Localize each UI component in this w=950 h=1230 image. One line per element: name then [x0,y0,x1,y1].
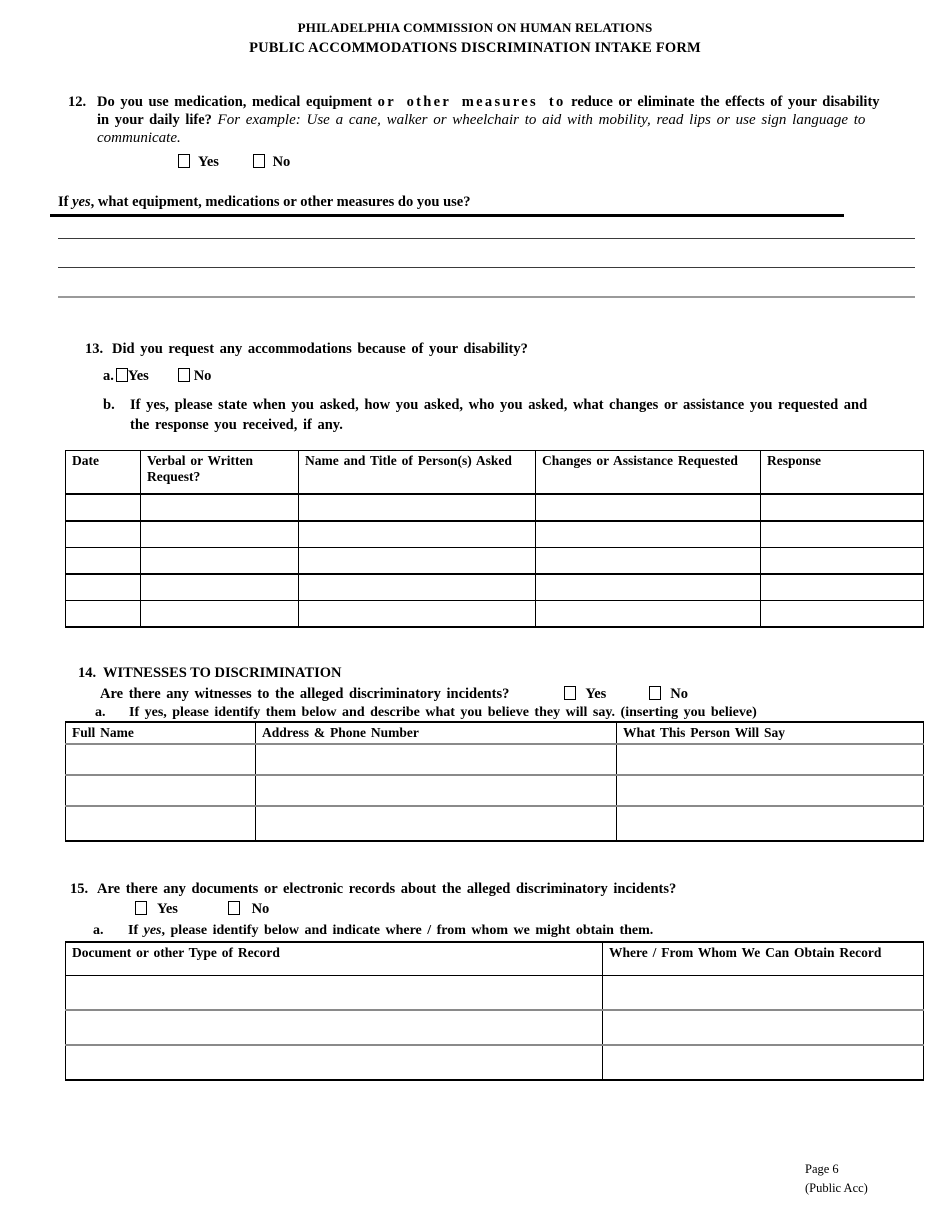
witnesses-table [65,721,924,842]
if-yes-suffix: , what equipment, medications or other measures do you use? [90,194,471,210]
q14-no-checkbox[interactable] [649,686,661,700]
col-header-verbal-written: Verbal or Written Request? [141,451,299,495]
question-14 [78,664,950,682]
empty-cell[interactable] [299,494,536,521]
q15a-prefix: If [128,923,144,938]
if-yes-italic-word: yes [72,194,91,210]
empty-cell[interactable] [141,574,299,601]
accommodation-requests-table [65,450,924,628]
empty-cell[interactable] [617,775,924,806]
col-header-where-obtain: Where / From Whom We Can Obtain Record [603,942,924,976]
table-row [66,744,924,775]
question-12-text-spaced: or other measures to [377,94,566,110]
empty-cell[interactable] [617,806,924,841]
empty-cell[interactable] [761,574,924,601]
empty-cell[interactable] [256,744,617,775]
table-row [66,521,924,548]
empty-cell[interactable] [603,1045,924,1080]
empty-cell[interactable] [536,601,761,628]
table-row [66,494,924,521]
empty-cell[interactable] [761,548,924,575]
question-14-number: 14. [78,665,97,681]
col-header-person-will-say: What This Person Will Say [617,722,924,744]
q12-no-label: No [272,154,291,170]
answer-line-2[interactable] [58,239,915,268]
question-15a [93,923,950,939]
empty-cell[interactable] [536,494,761,521]
col-header-changes-requested: Changes or Assistance Requested [536,451,761,495]
q12-no-checkbox[interactable] [253,154,265,168]
page-footer [805,1160,868,1199]
q13a-label: a. [103,368,114,384]
empty-cell[interactable] [299,574,536,601]
question-13b [103,395,950,435]
question-12-text-part1: Do you use medication, medical equipment [97,94,378,110]
empty-cell[interactable] [536,548,761,575]
answer-lines [58,217,915,298]
empty-cell[interactable] [299,521,536,548]
commission-title: PHILADELPHIA COMMISSION ON HUMAN RELATIONS [297,20,653,35]
question-13a-options [103,368,950,385]
q15a-text [128,923,653,939]
document-header [0,20,950,57]
empty-cell[interactable] [603,1010,924,1045]
q15-yes-label: Yes [157,901,178,917]
q14a-text: If yes, please identify them below and describe what you believe they will say. (inserting you believe) [129,705,757,720]
question-14-text: Are there any witnesses to the alleged discriminatory incidents? [100,686,510,702]
q15-yes-checkbox[interactable] [135,901,147,915]
empty-cell[interactable] [299,548,536,575]
empty-cell[interactable] [66,1045,603,1080]
q15-no-label: No [251,901,270,917]
empty-cell[interactable] [256,775,617,806]
empty-cell[interactable] [299,601,536,628]
question-14a [95,705,950,721]
table-row [66,574,924,601]
question-12-options [178,154,950,171]
question-12-text-part2: reduce or eliminate the effects of your disability in your daily life? [97,94,880,128]
question-15-options [135,901,950,918]
empty-cell[interactable] [761,494,924,521]
question-12-text [97,93,880,147]
table-row [66,976,924,1011]
table-row [66,548,924,575]
empty-cell[interactable] [66,1010,603,1045]
col-header-response: Response [761,451,924,495]
q13a-no-checkbox[interactable] [178,368,190,382]
empty-cell[interactable] [66,548,141,575]
question-12-number: 12. [68,94,87,110]
empty-cell[interactable] [536,521,761,548]
empty-cell[interactable] [66,601,141,628]
q12-yes-label: Yes [198,154,219,170]
if-yes-prefix: If [58,194,73,210]
empty-cell[interactable] [141,601,299,628]
empty-cell[interactable] [141,494,299,521]
question-13-number: 13. [85,341,104,357]
q15a-italic-word: yes [143,923,162,938]
form-code: (Public Acc) [805,1181,868,1196]
q14-yes-checkbox[interactable] [564,686,576,700]
empty-cell[interactable] [617,744,924,775]
q15a-suffix: , please identify below and indicate where / from whom we might obtain them. [161,923,654,938]
answer-line-1[interactable] [58,217,915,239]
q14-options [564,686,688,702]
empty-cell[interactable] [66,744,256,775]
question-15 [70,880,950,898]
empty-cell[interactable] [66,976,603,1011]
col-header-document-type: Document or other Type of Record [66,942,603,976]
table-header-row [66,722,924,744]
question-13 [85,340,890,358]
form-title: PUBLIC ACCOMMODATIONS DISCRIMINATION INTAKE FORM [249,40,701,56]
empty-cell[interactable] [66,806,256,841]
empty-cell[interactable] [256,806,617,841]
q13b-label: b. [103,397,115,413]
q13b-text: If yes, please state when you asked, how you asked, who you asked, what changes or assistance you requested and the response you received, if any. [130,397,868,433]
question-12-example: For example: Use a cane, walker or wheelchair to aid with mobility, read lips or use sign language to communicate. [97,112,866,146]
if-yes-prompt [50,194,844,217]
table-row [66,1010,924,1045]
documents-table [65,941,924,1081]
answer-line-3[interactable] [58,268,915,298]
question-12 [68,93,880,147]
q12-yes-checkbox[interactable] [178,154,190,168]
table-row [66,775,924,806]
col-header-full-name: Full Name [66,722,256,744]
empty-cell[interactable] [141,548,299,575]
empty-cell[interactable] [761,521,924,548]
q13a-yes-checkbox[interactable] [116,368,128,382]
empty-cell[interactable] [66,521,141,548]
q15a-label: a. [93,923,104,938]
table-row [66,1045,924,1080]
empty-cell[interactable] [761,601,924,628]
empty-cell[interactable] [66,494,141,521]
question-14-title: WITNESSES TO DISCRIMINATION [103,665,342,681]
q14-yes-label: Yes [585,686,607,702]
empty-cell[interactable] [66,775,256,806]
table-header-row [66,451,924,495]
q15-no-checkbox[interactable] [228,901,240,915]
q13a-yes-label: Yes [127,368,149,384]
table-row [66,601,924,628]
col-header-date: Date [66,451,141,495]
col-header-person-asked: Name and Title of Person(s) Asked [299,451,536,495]
empty-cell[interactable] [603,976,924,1011]
q13a-no-label: No [193,368,212,384]
empty-cell[interactable] [141,521,299,548]
q14a-label: a. [95,705,106,720]
page-number: Page 6 [805,1162,839,1176]
question-14-text-row [100,685,950,703]
table-row [66,806,924,841]
question-15-text: Are there any documents or electronic records about the alleged discriminatory incidents? [97,881,677,897]
question-13-text: Did you request any accommodations because of your disability? [112,341,528,357]
empty-cell[interactable] [66,574,141,601]
col-header-address-phone: Address & Phone Number [256,722,617,744]
q14-no-label: No [670,686,689,702]
question-15-number: 15. [70,881,89,897]
table-header-row [66,942,924,976]
empty-cell[interactable] [536,574,761,601]
